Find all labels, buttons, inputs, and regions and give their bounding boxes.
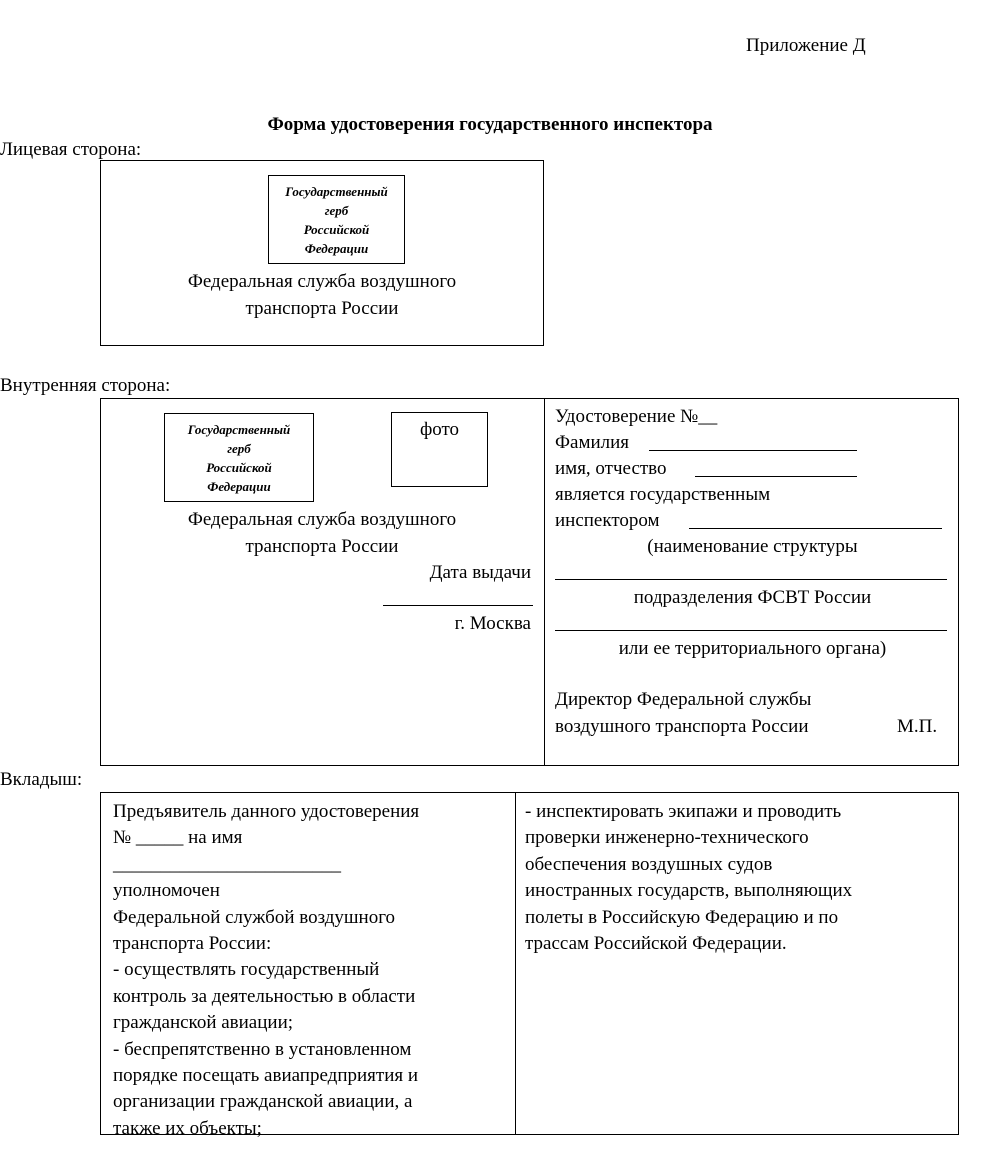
director-line2: воздушного транспорта России xyxy=(555,716,809,737)
insert-right-line: полеты в Российскую Федерацию и по xyxy=(525,906,839,928)
structure-line xyxy=(555,579,947,580)
structure-name-hint: (наименование структуры xyxy=(647,536,858,557)
emblem-line: Государственный xyxy=(285,183,388,199)
inner-divider xyxy=(544,399,545,765)
emblem-line: Российской xyxy=(303,221,370,237)
emblem-line: Федерации xyxy=(207,478,271,494)
front-emblem-placeholder xyxy=(268,175,405,264)
front-side-label: Лицевая сторона: xyxy=(0,139,142,160)
subdivision-hint: подразделения ФСВТ России xyxy=(633,587,872,608)
front-side-card xyxy=(100,160,544,346)
emblem-line: Государственный xyxy=(187,421,291,437)
insert-card xyxy=(100,792,959,1139)
photo-placeholder xyxy=(391,412,488,487)
insert-right-line: проверки инженерно-технического xyxy=(525,827,809,849)
insert-left-line: - осуществлять государственный xyxy=(113,959,380,981)
insert-left-line: - беспрепятственно в установленном xyxy=(113,1038,412,1060)
insert-left-line: порядке посещать авиапредприятия и xyxy=(113,1065,419,1087)
emblem-line: Российской xyxy=(206,459,272,475)
seal-label: М.П. xyxy=(897,716,938,737)
insert-left-line: организации гражданской авиации, а xyxy=(113,1091,413,1113)
insert-divider xyxy=(515,793,516,1134)
insert-left-line: № _____ на имя xyxy=(113,827,243,849)
insert-left-column xyxy=(113,799,419,1142)
subdivision-line xyxy=(555,630,947,631)
appendix-label: Приложение Д xyxy=(746,35,866,56)
is-state-label: является государственным xyxy=(555,484,771,505)
insert-left-line: транспорта России: xyxy=(113,933,272,955)
insert-left-line: гражданской авиации; xyxy=(113,1012,294,1034)
territorial-hint: или ее территориального органа) xyxy=(618,638,887,659)
insert-left-line: ________________________ xyxy=(113,853,341,875)
insert-right-line: иностранных государств, выполняющих xyxy=(525,880,853,902)
emblem-line: герб xyxy=(227,440,251,456)
photo-label: фото xyxy=(419,419,460,440)
insert-right-line: обеспечения воздушных судов xyxy=(525,853,773,875)
inspector-line xyxy=(689,528,942,529)
insert-left-line: уполномочен xyxy=(113,880,220,902)
city-label: г. Москва xyxy=(454,613,531,634)
insert-left-line: Федеральной службой воздушного xyxy=(113,906,396,928)
inner-org-line2: транспорта России xyxy=(245,536,399,557)
surname-label: Фамилия xyxy=(555,432,630,453)
name-patronymic-line xyxy=(695,476,857,477)
inner-side-card xyxy=(100,398,959,766)
inner-side-label: Внутренняя сторона: xyxy=(0,375,171,396)
document-title: Форма удостоверения государственного инспектора xyxy=(267,114,713,135)
emblem-line: герб xyxy=(324,202,349,218)
surname-line xyxy=(649,450,857,451)
insert-right-line: трассам Российской Федерации. xyxy=(525,933,787,955)
insert-right-column xyxy=(525,799,852,957)
front-org-line1: Федеральная служба воздушного xyxy=(187,271,457,292)
issue-date-line xyxy=(383,605,533,606)
inspector-label: инспектором xyxy=(555,510,660,531)
emblem-line: Федерации xyxy=(304,240,369,256)
inner-emblem-placeholder xyxy=(164,413,314,502)
insert-left-line: контроль за деятельностью в области xyxy=(113,985,416,1007)
insert-right-line: - инспектировать экипажи и проводить xyxy=(525,801,842,822)
director-line1: Директор Федеральной службы xyxy=(555,689,812,710)
inner-org-line1: Федеральная служба воздушного xyxy=(187,509,457,530)
insert-left-line: также их объекты; xyxy=(113,1117,262,1139)
insert-label: Вкладыш: xyxy=(0,769,83,790)
insert-left-line: Предъявитель данного удостоверения xyxy=(113,801,420,822)
cert-number-label: Удостоверение №__ xyxy=(555,406,718,427)
name-patronymic-label: имя, отчество xyxy=(555,458,667,479)
front-org-line2: транспорта России xyxy=(245,298,399,319)
issue-date-label: Дата выдачи xyxy=(429,562,531,583)
